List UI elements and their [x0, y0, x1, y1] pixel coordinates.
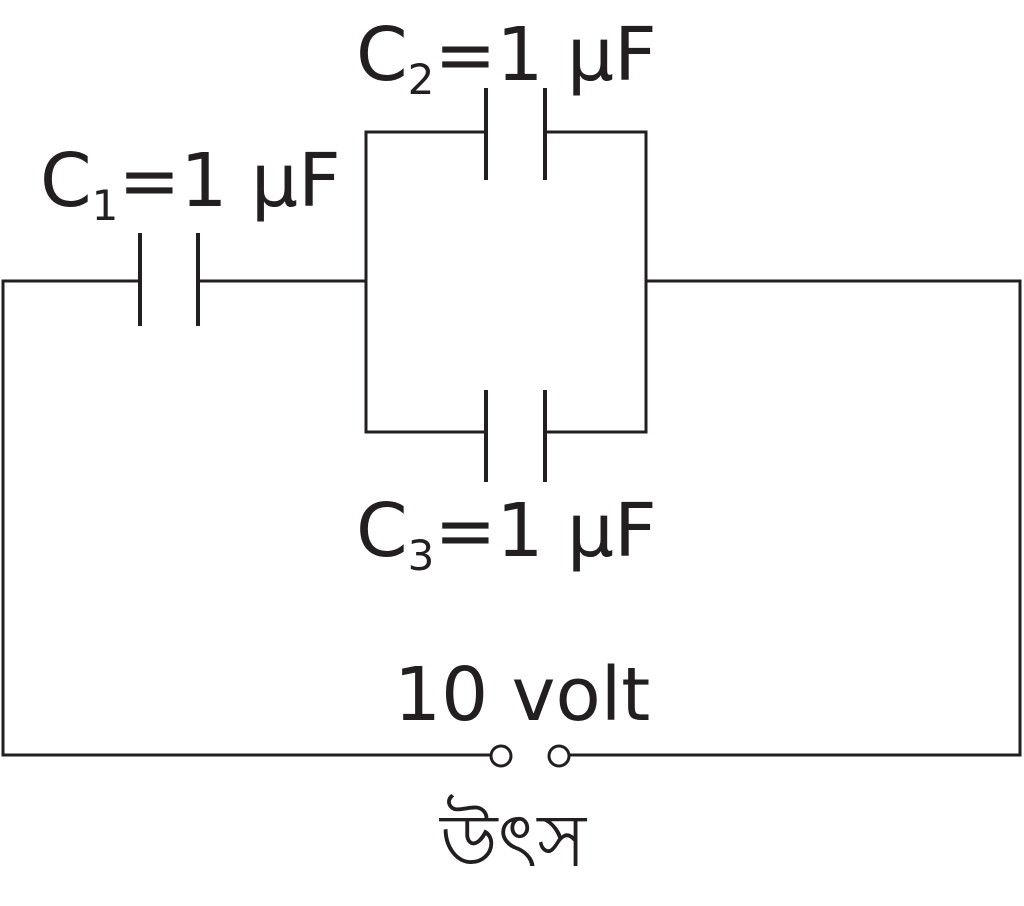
capacitor-c1-symbol: C — [40, 138, 92, 224]
capacitor-c1 — [140, 233, 198, 326]
capacitor-c3-value: =1 μF — [434, 488, 657, 574]
capacitor-c3-subscript: 3 — [407, 531, 435, 580]
capacitor-c2-subscript: 2 — [407, 55, 435, 104]
capacitor-c2-label — [356, 12, 657, 104]
capacitor-c2-value: =1 μF — [434, 12, 657, 98]
capacitor-c2-symbol: C — [356, 12, 408, 98]
capacitor-c3-label — [356, 488, 657, 580]
source-label: উৎস — [440, 798, 587, 884]
source-terminal-left — [491, 746, 511, 766]
source-terminal-right — [549, 746, 569, 766]
source-terminals — [491, 746, 569, 766]
capacitor-c1-subscript: 1 — [91, 181, 119, 230]
source-voltage-label: 10 volt — [394, 652, 651, 738]
capacitor-c3-symbol: C — [356, 488, 408, 574]
capacitor-c3 — [486, 390, 545, 482]
capacitor-c2 — [486, 88, 545, 180]
capacitor-c1-label — [40, 138, 341, 230]
capacitor-c1-value: =1 μF — [118, 138, 341, 224]
